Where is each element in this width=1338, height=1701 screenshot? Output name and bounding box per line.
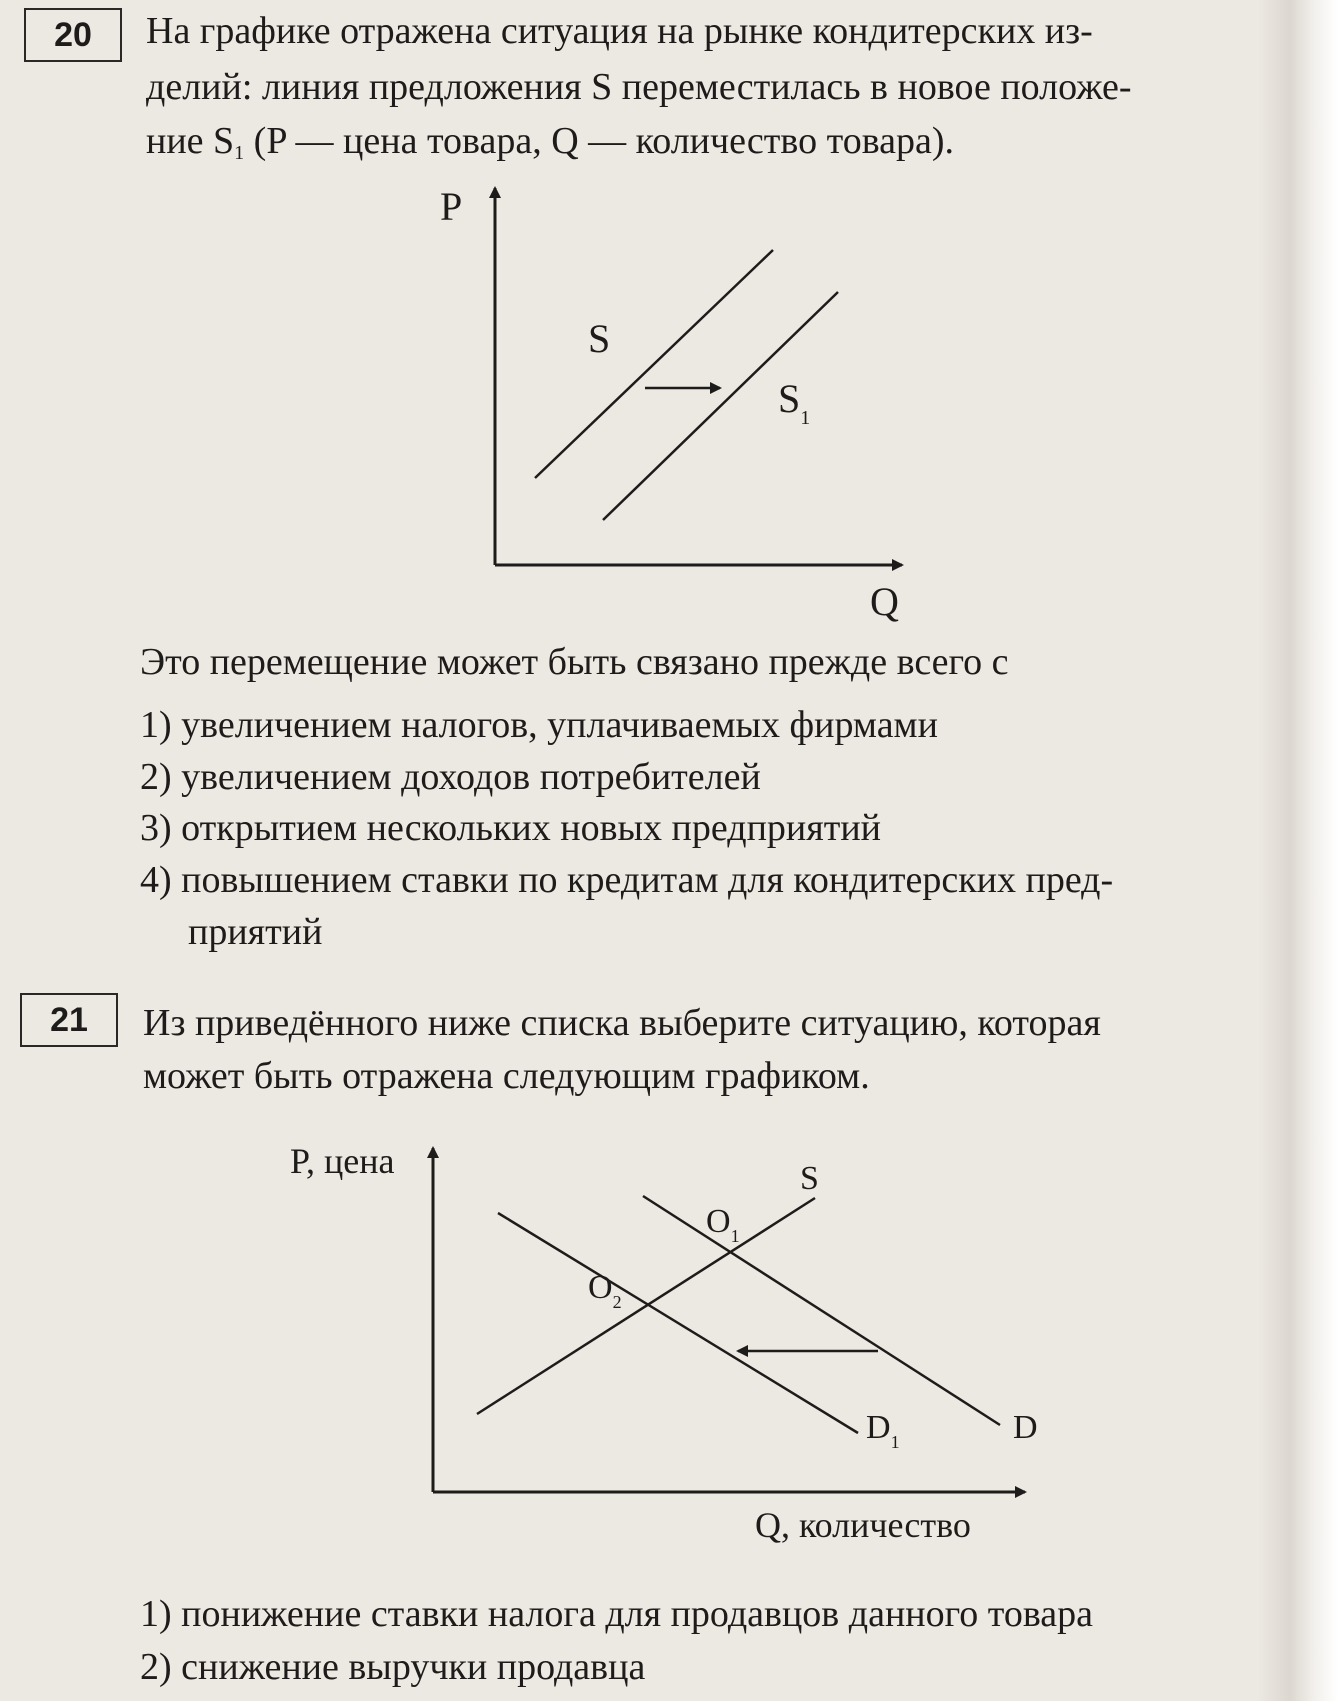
q21-option-1: 1) понижение ставки налога для продавцов данного товара bbox=[140, 1593, 1094, 1635]
q21-option-2: 2) снижение выручки продавца bbox=[140, 1646, 646, 1688]
q20-axis-p-label: P bbox=[440, 184, 463, 229]
q20-axis-q-label: Q bbox=[870, 579, 899, 624]
q20-label-s: S bbox=[588, 316, 611, 361]
q20-option-1: 1) увеличением налогов, уплачиваемых фирмами bbox=[140, 704, 938, 746]
q21-text-line-2: может быть отражена следующим графиком. bbox=[143, 1055, 870, 1097]
q20-supply-line-s1 bbox=[603, 292, 838, 520]
q21-demand-line-d1 bbox=[498, 1213, 858, 1433]
q21-label-o2: $O_2$ bbox=[588, 1269, 622, 1312]
q20-option-2: 2) увеличением доходов потребителей bbox=[140, 756, 761, 798]
q21-label-d1: $D_1$ bbox=[866, 1409, 900, 1452]
q20-option-3: 3) открытием нескольких новых предприятий bbox=[140, 807, 882, 849]
q21-axis-p-label: P, цена bbox=[290, 1141, 395, 1181]
q20-lead: Это перемещение может быть связано прежде всего с bbox=[140, 641, 1009, 683]
q21-label-d: D bbox=[1013, 1409, 1038, 1446]
q20-option-4: 4) повышением ставки по кредитам для кондитерских пред- bbox=[140, 859, 1114, 901]
q21-demand-line-d bbox=[643, 1196, 1000, 1425]
q20-supply-line-s bbox=[535, 250, 773, 478]
q20-text-line-2: делий: линия предложения S переместилась в новое положе- bbox=[146, 66, 1132, 108]
q20-supply-shift-graph bbox=[0, 0, 1338, 640]
q20-option-4-continued: приятий bbox=[188, 911, 323, 953]
q20-text-line-1: На графике отражена ситуация на рынке кондитерских из- bbox=[146, 10, 1093, 52]
q21-label-s: S bbox=[800, 1160, 819, 1197]
q21-axis-q-label: Q, количество bbox=[755, 1505, 971, 1545]
q20-label-s1: $S_1$ bbox=[778, 376, 811, 429]
q21-text-line-1: Из приведённого ниже списка выберите ситуацию, которая bbox=[143, 1002, 1101, 1044]
question-number-20: 20 bbox=[24, 8, 122, 62]
q21-label-o1: $O_1$ bbox=[706, 1203, 740, 1246]
q21-demand-shift-graph bbox=[0, 1100, 1338, 1570]
q20-text-line-3: ние $S_1$ (P — цена товара, Q — количество товара). bbox=[146, 120, 955, 164]
question-number-21: 21 bbox=[20, 993, 118, 1047]
